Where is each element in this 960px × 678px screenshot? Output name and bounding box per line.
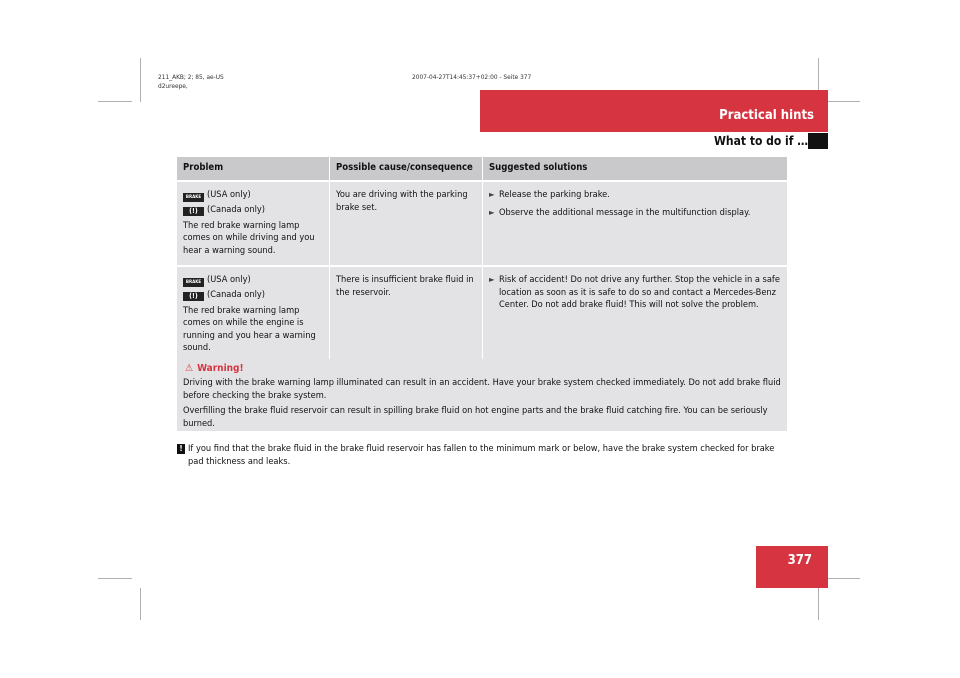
table-row: [177, 266, 787, 363]
brake-circle-icon: (!): [183, 207, 204, 216]
crop-mark: [98, 578, 132, 579]
warning-heading: [185, 363, 244, 374]
solution-item: [489, 207, 781, 220]
print-stamp: 2007-04-27T14:45:37+02:00 - Seite 377: [412, 73, 532, 81]
print-meta-line1: 211_AKB; 2; 85, ae-US: [158, 73, 224, 81]
solution-item: [489, 274, 781, 312]
warning-paragraph: Overfilling the brake fluid reservoir can result in spilling brake fluid on hot engine parts and the brake fluid catching fire. You can be seriously burned.: [183, 405, 768, 429]
brake-warning-icon: BRAKE: [183, 193, 204, 202]
arrow-bullet-icon: ►: [489, 207, 495, 217]
exclamation-icon: !: [177, 444, 185, 454]
section-title: Practical hints: [719, 108, 814, 123]
solution-text: Observe the additional message in the multifunction display.: [499, 206, 751, 218]
problem-cell: [177, 181, 330, 266]
crop-mark: [98, 101, 132, 102]
brake-circle-icon: (!): [183, 292, 204, 301]
warning-paragraph: Driving with the brake warning lamp illuminated can result in an accident. Have your brake system checked immediately. Do not add brake fluid before checking the brake system.: [183, 377, 781, 401]
crop-mark: [826, 101, 860, 102]
solution-text: Release the parking brake.: [499, 189, 610, 200]
page-number: 377: [787, 553, 812, 568]
crop-mark: [140, 58, 141, 102]
problem-usa: [183, 274, 323, 287]
problem-usa-label: (USA only): [207, 274, 251, 285]
brake-warning-icon: BRAKE: [183, 278, 204, 287]
problem-usa: [183, 189, 323, 202]
warning-triangle-icon: ⚠: [185, 363, 194, 374]
solution-text: Risk of accident! Do not drive any further. Stop the vehicle in a safe location as soon as it is safe to do so and contact a Mercedes-Benz Center. Do not add brake fluid! This will not solve the problem.: [499, 274, 780, 310]
problem-cell: [177, 266, 330, 363]
crop-mark: [818, 588, 819, 620]
column-header-cause: Possible cause/consequence: [330, 157, 483, 181]
note-text: If you find that the brake fluid in the brake fluid reservoir has fallen to the minimum mark or below, have the brake system checked for brake pad thickness and leaks.: [188, 443, 775, 467]
problem-canada: [183, 289, 323, 302]
column-header-solutions: Suggested solutions: [483, 157, 788, 181]
problem-canada-label: (Canada only): [207, 204, 266, 215]
solutions-cell: [483, 266, 788, 363]
solution-item: [489, 189, 781, 202]
section-header: [480, 90, 828, 132]
column-header-problem: Problem: [177, 157, 330, 181]
troubleshooting-table: [177, 157, 787, 363]
table-row: [177, 181, 787, 266]
crop-mark: [140, 588, 141, 620]
problem-canada: [183, 204, 323, 217]
note: [177, 443, 787, 468]
subsection-title: What to do if …: [714, 134, 808, 148]
problem-usa-label: (USA only): [207, 189, 251, 200]
warning-title: Warning!: [197, 363, 244, 374]
print-meta: [158, 73, 224, 91]
table-header-row: [177, 157, 787, 181]
cause-cell: You are driving with the parking brake set.: [330, 181, 483, 266]
solutions-cell: [483, 181, 788, 266]
cause-cell: There is insufficient brake fluid in the reservoir.: [330, 266, 483, 363]
problem-description: The red brake warning lamp comes on while driving and you hear a warning sound.: [183, 219, 315, 256]
print-meta-line2: d2ureepe,: [158, 82, 188, 90]
crop-mark: [826, 578, 860, 579]
warning-box: [177, 359, 787, 431]
warning-body: [183, 377, 783, 433]
arrow-bullet-icon: ►: [489, 275, 495, 284]
arrow-bullet-icon: ►: [489, 190, 495, 199]
page-number-box: [756, 546, 828, 588]
thumb-tab: [808, 133, 828, 149]
problem-description: The red brake warning lamp comes on while the engine is running and you hear a warning sound.: [183, 304, 316, 353]
problem-canada-label: (Canada only): [207, 289, 266, 300]
